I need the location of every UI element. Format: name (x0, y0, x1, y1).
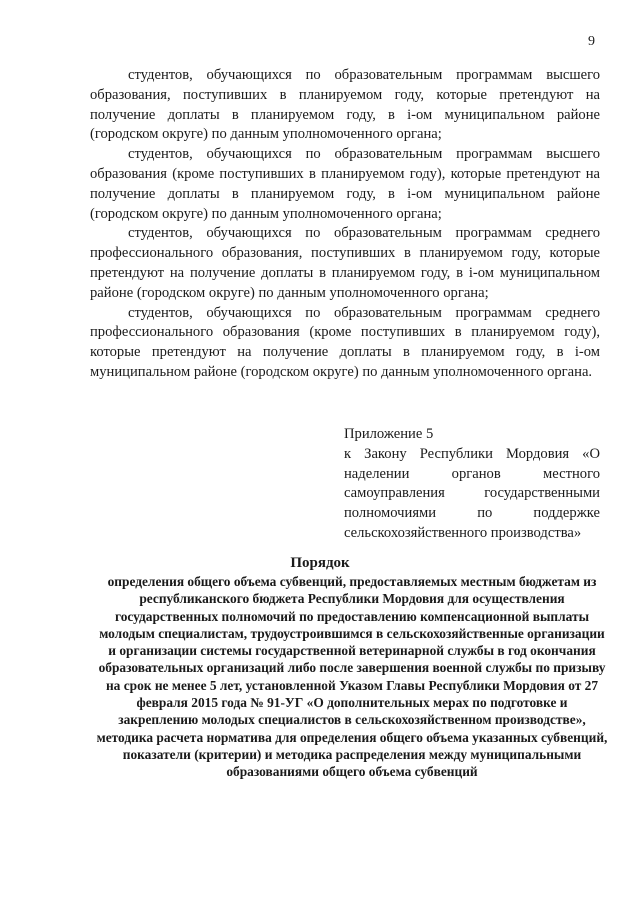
paragraph: студентов, обучающихся по образовательным программам среднего профессионального образования, поступивших в планируемом году, которые претендуют на получение доплаты в планируемом году, в i-ом муниципальном районе (городском округе) по данным уполномоченного органа; (90, 225, 600, 301)
page-number: 9 (588, 34, 595, 49)
paragraph: студентов, обучающихся по образовательным программам высшего образования, поступивших в планируемом году, которые претендуют на получение доплаты в планируемом году, в i-ом муниципальном районе (городском округе) по данным уполномоченного органа; (90, 67, 600, 143)
appendix-block (344, 425, 600, 544)
paragraph: студентов, обучающихся по образовательным программам высшего образования (кроме поступивших в планируемом году), которые претендуют на получение доплаты в планируемом году, в i-ом муниципальном районе (городском округе) по данным уполномоченного органа; (90, 146, 600, 222)
body-text (90, 66, 600, 383)
order-description: определения общего объема субвенций, предоставляемых местным бюджетам из республиканского бюджета Республики Мордовия для осуществления государственных полномочий по предоставлению компенсационной выплаты молодым специалистам, трудоустроившимся в сельскохозяйственные организации и организации системы государственной ветеринарной службы в год окончания образовательных организаций либо после завершения военной службы по призыву на срок не менее 5 лет, установленной Указом Главы Республики Мордовия от 27 февраля 2015 года № 91-УГ «О дополнительных мерах по подготовке и закреплению молодых специалистов в сельскохозяйственном производстве», методика расчета норматива для определения общего объема указанных субвенций, показатели (критерии) и методика распределения между муниципальными образованиями общего объема субвенций (96, 574, 608, 780)
order-title: Порядок (290, 555, 350, 571)
appendix-title: Приложение 5 (344, 426, 434, 442)
paragraph: студентов, обучающихся по образовательным программам среднего профессионального образования (кроме поступивших в планируемом году), которые претендуют на получение доплаты в планируемом году, в i-ом муниципальном районе (городском округе) по данным уполномоченного органа. (90, 304, 600, 380)
appendix-text: к Закону Республики Мордовия «О наделении органов местного самоуправления государственными полномочиями по поддержке сельскохозяйственного производства» (344, 445, 600, 541)
